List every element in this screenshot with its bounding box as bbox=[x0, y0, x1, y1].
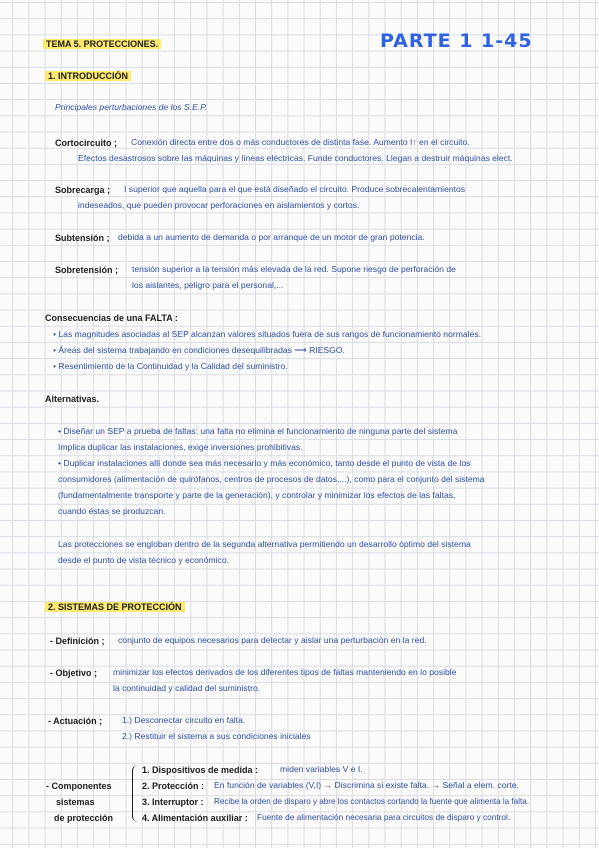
component-4-text: Fuente de alimentación necesaria para circuitos de disparo y control. bbox=[257, 812, 511, 822]
def-sobrecarga-line2: indeseados, que pueden provocar perforaciones en aislamientos y cortos. bbox=[78, 200, 360, 210]
components-brace bbox=[132, 765, 140, 822]
action-step-2: 2.) Restituir el sistema a sus condiciones iniciales bbox=[122, 731, 311, 741]
term-actuacion: - Actuación ; bbox=[48, 716, 103, 726]
alternative-line-1: • Diseñar un SEP a prueba de faltas: una falta no elimina el funcionamiento de ninguna parte del sistema bbox=[58, 426, 458, 436]
consequence-item-3: • Resentimiento de la Continuidad y la Calidad del suministro. bbox=[53, 361, 288, 371]
intro-subtitle: Principales perturbaciones de los S.E.P. bbox=[55, 102, 208, 112]
def-sobretension-line2: los aislantes, peligro para el personal,... bbox=[132, 280, 284, 290]
component-3-label: 3. Interruptor : bbox=[142, 797, 204, 807]
action-step-1: 1.) Desconectar circuito en falta. bbox=[122, 715, 246, 725]
components-term-line3: de protección bbox=[54, 813, 114, 823]
term-sobrecarga: Sobrecarga ; bbox=[55, 185, 111, 195]
alternatives-heading: Alternativas. bbox=[45, 394, 100, 404]
consequences-heading: Consecuencias de una FALTA : bbox=[45, 313, 178, 323]
alternative-line-3: • Duplicar instalaciones allí donde sea más necesario y más económico, tanto desde el punto de vista de los bbox=[58, 458, 471, 468]
def-objetivo-line1: minimizar los efectos derivados de los diferentes tipos de faltas manteniendo en lo posible bbox=[113, 667, 457, 677]
consequence-item-2: • Áreas del sistema trabajando en condiciones desequilibradas ⟶ RIESGO. bbox=[53, 345, 345, 355]
component-4-label: 4. Alimentación auxiliar : bbox=[142, 813, 248, 823]
alternative-line-5: (fundamentalmente transporte y parte de la generación), y controlar y minimizar los efectos de las faltas, bbox=[58, 490, 456, 500]
component-2-label: 2. Protección : bbox=[142, 781, 205, 791]
component-3-text: Recibe la orden de disparo y abre los contactos cortando la fuente que alimenta la falta. bbox=[214, 797, 529, 806]
def-subtension: debida a un aumento de demanda o por arranque de un motor de gran potencia. bbox=[118, 232, 425, 242]
section-heading-systems: 2. SISTEMAS DE PROTECCIÓN bbox=[45, 602, 185, 612]
def-sobrecarga-line1: I superior que aquella para el que está diseñado el circuito. Produce sobrecalentamientos bbox=[124, 184, 466, 194]
term-definicion: - Definición ; bbox=[50, 636, 105, 646]
component-2-text: En función de variables (V,I) → Discrimina si existe falta. → Señal a elem. corte. bbox=[214, 780, 519, 790]
alternative-line-6: cuando éstas se produzcan. bbox=[58, 506, 166, 516]
section-heading-intro: 1. INTRODUCCIÓN bbox=[45, 71, 131, 81]
topic-title: TEMA 5. PROTECCIONES. bbox=[43, 39, 161, 49]
conclusion-line-2: desde el punto de vista técnico y económico. bbox=[58, 555, 230, 565]
def-cortocircuito-line1: Conexión directa entre dos o más conductores de distinta fase. Aumento I↑ en el circuito. bbox=[131, 137, 470, 147]
def-objetivo-line2: la continuidad y calidad del suministro. bbox=[113, 683, 261, 693]
component-1-label: 1. Dispositivos de medida : bbox=[142, 765, 259, 775]
alternative-line-4: consumidores (alimentación de quirófanos, centros de procesos de datos,...), como para el conjunto del sistema bbox=[58, 474, 485, 484]
component-1-text: miden variables V e I. bbox=[280, 764, 363, 774]
consequence-item-1: • Las magnitudes asociadas al SEP alcanzan valores situados fuera de sus rangos de funcionamiento normales. bbox=[53, 329, 482, 339]
def-sobretension-line1: tensión superior a la tensión más elevada de la red. Supone riesgo de perforación de bbox=[132, 264, 456, 274]
term-sobretension: Sobretensión ; bbox=[55, 265, 119, 275]
term-cortocircuito: Cortocircuito ; bbox=[55, 138, 117, 148]
alternative-line-2: Implica duplicar las instalaciones, exige inversiones prohibitivas. bbox=[58, 442, 303, 452]
term-objetivo: - Objetivo ; bbox=[50, 668, 97, 678]
def-definicion: conjunto de equipos necesarios para detectar y aislar una perturbación en la red. bbox=[118, 635, 427, 645]
def-cortocircuito-line2: Efectos desastrosos sobre las máquinas y líneas eléctricas. Funde conductores. Llegan a destruir máquinas elect. bbox=[78, 153, 513, 163]
components-term-line1: - Componentes bbox=[46, 781, 112, 791]
conclusion-line-1: Las protecciones se engloban dentro de la segunda alternativa permitiendo un desarrollo óptimo del sistema bbox=[58, 539, 471, 549]
term-subtension: Subtensión ; bbox=[55, 233, 110, 243]
components-term-line2: sistemas bbox=[56, 797, 95, 807]
part-title: PARTE 1 1-45 bbox=[380, 30, 533, 52]
